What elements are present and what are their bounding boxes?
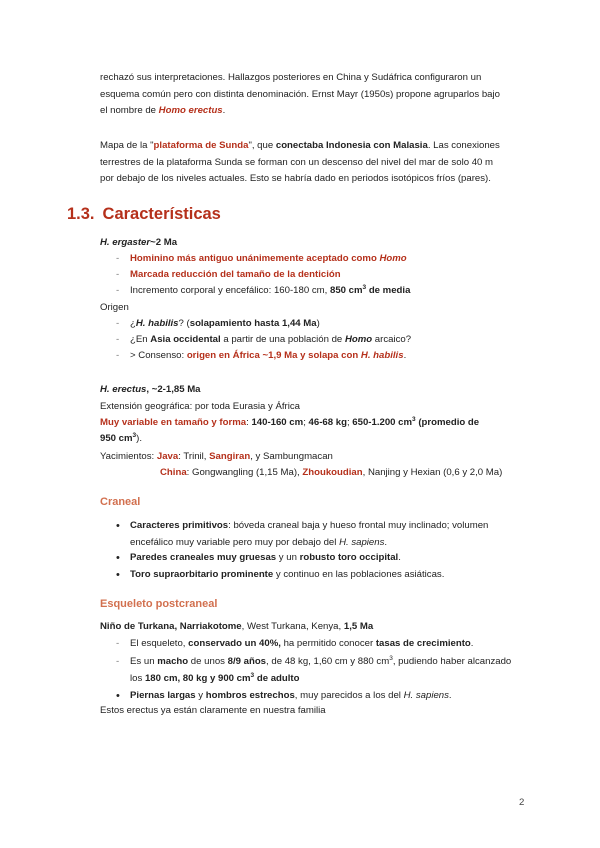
- erectus-title: H. erectus, ~2-1,85 Ma: [100, 384, 201, 395]
- sunda-paragraph: [100, 138, 526, 188]
- dash-icon: -: [116, 269, 120, 280]
- dash-icon: -: [116, 638, 120, 649]
- sunda-line-1: Mapa de la "plataforma de Sunda", que conectaba Indonesia con Malasia. Las conexiones: [100, 140, 500, 151]
- bullet-icon: •: [116, 690, 120, 702]
- craneal-heading: Craneal: [100, 496, 141, 508]
- craneal-item-3: Toro supraorbitario prominente y continuo en las poblaciones asiáticas.: [130, 569, 445, 580]
- ergaster-item-3: Incremento corporal y encefálico: 160-180 cm, 850 $cm^3$ de media: [130, 283, 411, 296]
- ergaster-title: H. ergaster~2 Ma: [100, 237, 178, 248]
- craneal-item-2: Paredes craneales muy gruesas y un robusto toro occipital.: [130, 552, 401, 563]
- section-heading: 1.3. Características: [67, 205, 221, 223]
- dash-icon: -: [116, 253, 120, 264]
- intro-paragraph: [100, 70, 526, 120]
- origin-label: Origen: [100, 302, 129, 313]
- intro-line-1: rechazó sus interpretaciones. Hallazgos posteriores en China y Sudáfrica configuraron un: [100, 72, 482, 83]
- turkana-boy-title: Niño de Turkana, Narriakotome, West Turkana, Kenya, 1,5 Ma: [100, 621, 374, 632]
- sunda-line-3: por debajo de los niveles actuales. Esto se habría dado en periodos isotópicos fríos (pares).: [100, 173, 491, 184]
- dash-icon: -: [116, 350, 120, 361]
- erectus-extension: Extensión geográfica: por toda Eurasia y África: [100, 401, 300, 412]
- intro-line-2: esquema común pero con distinta denominación. Ernst Mayr (1950s) propone agruparlos bajo: [100, 88, 500, 100]
- postcraneal-item-1: El esqueleto, conservado un 40%, ha permitido conocer tasas de crecimiento.: [130, 638, 474, 649]
- erectus-variable-line-2: 950 $cm^3$).: [100, 431, 143, 444]
- dash-icon: -: [116, 334, 120, 345]
- postcraneal-item-2-line-1: Es un macho de unos 8/9 años, de 48 kg, 1,60 cm y 880 $cm^3$, pudiendo haber alcanzado: [130, 654, 512, 667]
- sunda-term: plataforma de Sunda: [153, 140, 249, 151]
- ergaster-item-1: Hominino más antiguo unánimemente aceptado como Homo: [130, 253, 407, 264]
- dash-icon: -: [116, 656, 120, 667]
- postcraneal-item-2-line-2: los 180 cm, 80 kg y 900 $cm^3$ de adulto: [130, 671, 300, 684]
- bullet-icon: •: [116, 569, 120, 581]
- page-number: 2: [519, 797, 525, 808]
- sunda-line-2: terrestres de la plataforma Sunda se forman con un descenso del nivel del mar de solo 40 m: [100, 156, 494, 168]
- postcraneal-heading: Esqueleto postcraneal: [100, 598, 218, 610]
- intro-line-3: el nombre de Homo erectus.: [100, 105, 226, 116]
- craneal-item-1: Caracteres primitivos: bóveda craneal baja y hueso frontal muy inclinado; volumen encefálico muy variable pero muy por debajo del H. sapiens.: [130, 520, 489, 548]
- origin-item-1: ¿H. habilis? (solapamiento hasta 1,44 Ma): [130, 318, 320, 329]
- closing-line: Estos erectus ya están claramente en nuestra familia: [100, 705, 326, 716]
- dash-icon: -: [116, 318, 120, 329]
- erectus-sites-java: Yacimientos: Java: Trinil, Sangiran, y Sambungmacan: [100, 451, 333, 462]
- dash-icon: -: [116, 285, 120, 296]
- homo-erectus-term: Homo erectus: [158, 105, 223, 116]
- bullet-icon: •: [116, 552, 120, 564]
- bullet-icon: •: [116, 520, 120, 532]
- erectus-sites-china: China: Gongwangling (1,15 Ma), Zhoukoudian, Nanjing y Hexian (0,6 y 2,0 Ma): [160, 467, 503, 478]
- ergaster-item-2: Marcada reducción del tamaño de la dentición: [130, 269, 341, 280]
- postcraneal-item-3: Piernas largas y hombros estrechos, muy parecidos a los del H. sapiens.: [130, 690, 452, 701]
- origin-item-3: > Consenso: origen en África ~1,9 Ma y solapa con H. habilis.: [130, 350, 407, 361]
- origin-item-2: ¿En Asia occidental a partir de una población de Homo arcaico?: [130, 334, 412, 345]
- erectus-variable-line-1: Muy variable en tamaño y forma: 140-160 cm; 46-68 kg; 650-1.200 $cm^3$ (promedio de: [100, 415, 480, 428]
